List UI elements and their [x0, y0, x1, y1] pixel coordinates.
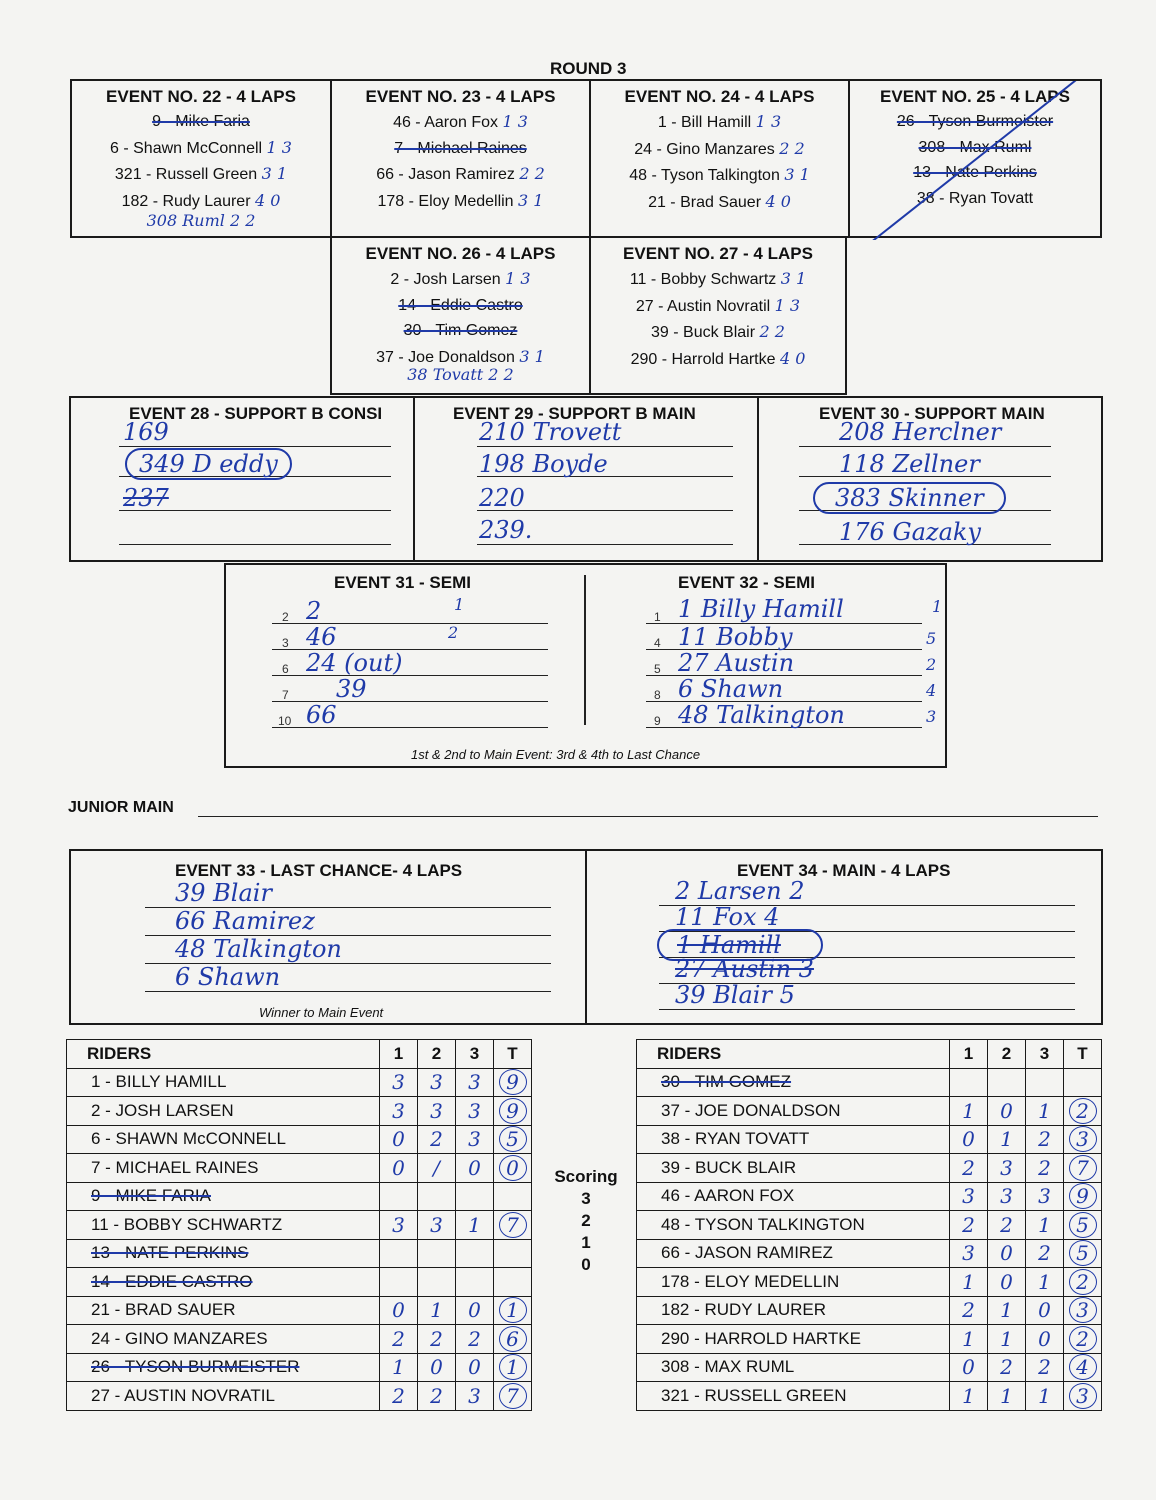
semi-entry: 2 [306, 597, 322, 625]
semi-points: 4 [926, 681, 937, 700]
heat-entry: 6 - Shawn McConnell 1 3 [110, 137, 292, 157]
heat-entry: 21 - Brad Sauer 4 0 [648, 191, 791, 211]
junior-main-label: JUNIOR MAIN [68, 799, 174, 816]
rider-row: 66 - JASON RAMIREZ 3 0 2 5 [637, 1239, 1102, 1268]
heat-entries [332, 266, 589, 388]
semi-entry: 1 Billy Hamill [678, 595, 844, 623]
support-box-28 [69, 396, 415, 562]
semi-divider [584, 575, 586, 725]
heat-title: EVENT NO. 27 - 4 LAPS [623, 244, 813, 263]
heat-box-27 [589, 236, 847, 395]
support-entry: 239. [479, 516, 533, 544]
heat-entry: 27 - Austin Novratil 1 3 [635, 295, 801, 315]
heat-title: EVENT NO. 22 - 4 LAPS [106, 87, 296, 106]
rider-row: 39 - BUCK BLAIR 2 3 2 7 [637, 1154, 1102, 1183]
support-box-30 [757, 396, 1103, 562]
riders-header: RIDERS [637, 1040, 950, 1069]
scoring-label: Scoring [554, 1167, 618, 1186]
semi-position: 3 [282, 636, 289, 650]
semi-note: 1st & 2nd to Main Event: 3rd & 4th to Last Chance [411, 747, 701, 762]
main-event-entry: 2 Larsen 2 [675, 877, 805, 905]
heat-entry: 2 - Josh Larsen 1 3 [390, 269, 531, 288]
semi-title-32: EVENT 32 - SEMI [678, 573, 815, 592]
heat-entries [591, 266, 845, 372]
heat-entry: 48 - Tyson Talkington 3 1 [629, 165, 810, 184]
semi-box [224, 563, 947, 768]
semi-points: 3 [926, 707, 937, 726]
last-chance-entry: 39 Blair [175, 879, 272, 907]
scoring-value: 3 [581, 1189, 591, 1208]
heat-added-entry: 308 Ruml 2 2 [146, 211, 256, 230]
cross-out-stroke [850, 81, 1104, 240]
semi-entry: 27 Austin [678, 649, 795, 677]
heat-box-25 [848, 79, 1102, 238]
rider-row: 6 - SHAWN McCONNELL 0 2 3 5 [67, 1125, 532, 1154]
riders-header: RIDERS [67, 1040, 380, 1069]
rider-row: 14 - EDDIE CASTRO [67, 1268, 532, 1297]
heat-entry: 24 - Gino Manzares 2 2 [634, 138, 805, 158]
heat-title: EVENT NO. 23 - 4 LAPS [365, 87, 556, 106]
semi-entry: 11 Bobby [678, 623, 793, 651]
heat-box-22 [70, 79, 332, 238]
semi-entry: 39 [336, 675, 367, 703]
support-entry: 383 Skinner [813, 482, 1006, 514]
riders-table-right [636, 1039, 1102, 1411]
support-entry: 349 D eddy [125, 448, 292, 480]
last-chance-note: Winner to Main Event [259, 1005, 384, 1020]
rider-row: 11 - BOBBY SCHWARTZ 3 3 1 7 [67, 1211, 532, 1240]
semi-position: 9 [654, 714, 661, 728]
heat-entry: 321 - Russell Green 3 1 [114, 164, 288, 183]
main-event-entry: 27 Austin 3 [675, 955, 814, 983]
semi-entry: 66 [306, 701, 337, 729]
riders-header-row: RIDERS 1 2 3 T [637, 1040, 1102, 1069]
semi-entry: 24 (out) [306, 649, 403, 677]
heat-title: EVENT NO. 26 - 4 LAPS [365, 244, 556, 263]
support-entry: 169 [123, 418, 169, 446]
semi-points: 1 [454, 595, 465, 614]
rider-row: 24 - GINO MANZARES 2 2 2 6 [67, 1325, 532, 1354]
semi-position: 6 [282, 662, 289, 676]
support-entry: 118 Zellner [839, 450, 980, 478]
heat-entry: 7 - Michael Raines [394, 139, 527, 157]
rider-row: 182 - RUDY LAURER 2 1 0 3 [637, 1296, 1102, 1325]
heat-entries [332, 109, 589, 214]
heat-box-24 [589, 79, 850, 238]
heat-entries [591, 109, 848, 215]
rider-row: 9 - MIKE FARIA [67, 1182, 532, 1211]
main-event-title: EVENT 34 - MAIN - 4 LAPS [737, 861, 951, 880]
heat-entry: 13 - Nate Perkins [913, 164, 1037, 181]
heat-entry: 26 - Tyson Burmeister [896, 113, 1054, 130]
junior-main-line [198, 816, 1098, 817]
last-chance-entry: 6 Shawn [175, 963, 281, 991]
rider-row: 321 - RUSSELL GREEN 1 1 1 3 [637, 1382, 1102, 1411]
support-entry: 208 Herclner [839, 418, 1002, 446]
rider-row: 308 - MAX RUML 0 2 2 4 [637, 1353, 1102, 1382]
heat-entry: 14 - Eddie Castro [398, 296, 523, 314]
main-event-entry: 1 Hamill [657, 929, 823, 961]
heat-entry: 38 - Ryan Tovatt [916, 189, 1034, 207]
semi-entry: 6 Shawn [678, 675, 784, 703]
support-box-29 [413, 396, 759, 562]
rider-row: 26 - TYSON BURMEISTER 1 0 0 1 [67, 1353, 532, 1382]
semi-points: 2 [926, 655, 937, 674]
semi-title-31: EVENT 31 - SEMI [334, 573, 471, 592]
semi-points: 2 [448, 623, 459, 642]
heat-box-23 [330, 79, 591, 238]
support-entry: 176 Gazaky [839, 518, 981, 546]
rider-row: 37 - JOE DONALDSON 1 0 1 2 [637, 1097, 1102, 1126]
support-entry: 220 [479, 484, 525, 512]
heat-entries [72, 109, 330, 234]
heat-entry: 290 - Harrold Hartke 4 0 [630, 348, 806, 368]
rider-row: 290 - HARROLD HARTKE 1 1 0 2 [637, 1325, 1102, 1354]
support-entry: 210 Trovett [479, 418, 622, 446]
rider-row: 13 - NATE PERKINS [67, 1239, 532, 1268]
last-chance-title: EVENT 33 - LAST CHANCE- 4 LAPS [175, 861, 463, 880]
rider-row: 1 - BILLY HAMILL 3 3 3 9 [67, 1068, 532, 1097]
semi-position: 10 [278, 714, 292, 728]
heat-box-26 [330, 236, 591, 395]
scoring-legend [546, 1166, 626, 1276]
last-chance-entry: 66 Ramirez [175, 907, 315, 935]
heat-entry: 37 - Joe Donaldson 3 1 [376, 346, 545, 366]
semi-points: 1 [932, 597, 943, 616]
semi-entry: 48 Talkington [678, 701, 845, 729]
semi-position: 4 [654, 636, 661, 650]
rider-row: 48 - TYSON TALKINGTON 2 2 1 5 [637, 1211, 1102, 1240]
semi-position: 5 [654, 662, 661, 676]
rider-row: 21 - BRAD SAUER 0 1 0 1 [67, 1296, 532, 1325]
semi-position: 2 [282, 610, 289, 624]
heat-added-entry: 38 Tovatt 2 2 [407, 365, 514, 384]
support-title: EVENT 29 - SUPPORT B MAIN [453, 404, 696, 423]
last-chance-entry: 48 Talkington [175, 935, 342, 963]
main-event-entry: 39 Blair 5 [675, 981, 795, 1009]
support-title: EVENT 30 - SUPPORT MAIN [819, 404, 1045, 423]
heat-entry: 46 - Aaron Fox 1 3 [393, 112, 528, 131]
heat-title: EVENT NO. 25 - 4 LAPS [880, 87, 1070, 106]
semi-points: 5 [926, 629, 937, 648]
semi-position: 1 [654, 610, 661, 624]
heat-entry: 182 - Rudy Laurer 4 0 [121, 190, 281, 210]
scoring-value: 0 [581, 1255, 591, 1274]
rider-row: 46 - AARON FOX 3 3 3 9 [637, 1182, 1102, 1211]
semi-position: 8 [654, 688, 661, 702]
rider-row: 38 - RYAN TOVATT 0 1 2 3 [637, 1125, 1102, 1154]
heat-entry: 1 - Bill Hamill 1 3 [657, 112, 782, 131]
main-event-entry: 11 Fox 4 [675, 903, 780, 931]
scoring-value: 2 [581, 1211, 591, 1230]
heat-entry: 178 - Eloy Medellin 3 1 [377, 190, 544, 210]
semi-position: 7 [282, 688, 289, 702]
main-event-box [585, 849, 1103, 1025]
rider-row: 27 - AUSTIN NOVRATIL 2 2 3 7 [67, 1382, 532, 1411]
riders-table-left [66, 1039, 532, 1411]
semi-entry: 46 [306, 623, 337, 651]
rider-row: 30 - TIM GOMEZ [637, 1068, 1102, 1097]
last-chance-box [69, 849, 587, 1025]
support-entry: 198 Boyde [479, 450, 608, 478]
support-entry: 237 [123, 484, 169, 512]
rider-row: 7 - MICHAEL RAINES 0 / 0 0 [67, 1154, 532, 1183]
support-title: EVENT 28 - SUPPORT B CONSI [129, 404, 383, 423]
rider-row: 2 - JOSH LARSEN 3 3 3 9 [67, 1097, 532, 1126]
heat-entry: 66 - Jason Ramirez 2 2 [376, 164, 545, 183]
scoring-value: 1 [581, 1233, 591, 1252]
rider-row: 178 - ELOY MEDELLIN 1 0 1 2 [637, 1268, 1102, 1297]
heat-entry: 39 - Buck Blair 2 2 [651, 322, 785, 341]
round-title: ROUND 3 [550, 59, 627, 78]
heat-title: EVENT NO. 24 - 4 LAPS [624, 87, 815, 106]
heat-entry: 9 - Mike Faria [152, 113, 250, 130]
riders-header-row: RIDERS 1 2 3 T [67, 1040, 532, 1069]
heat-entry: 30 - Tim Gomez [403, 322, 518, 339]
heat-entry: 308 - Max Ruml [918, 138, 1032, 156]
heat-entry: 11 - Bobby Schwartz 3 1 [629, 269, 807, 288]
